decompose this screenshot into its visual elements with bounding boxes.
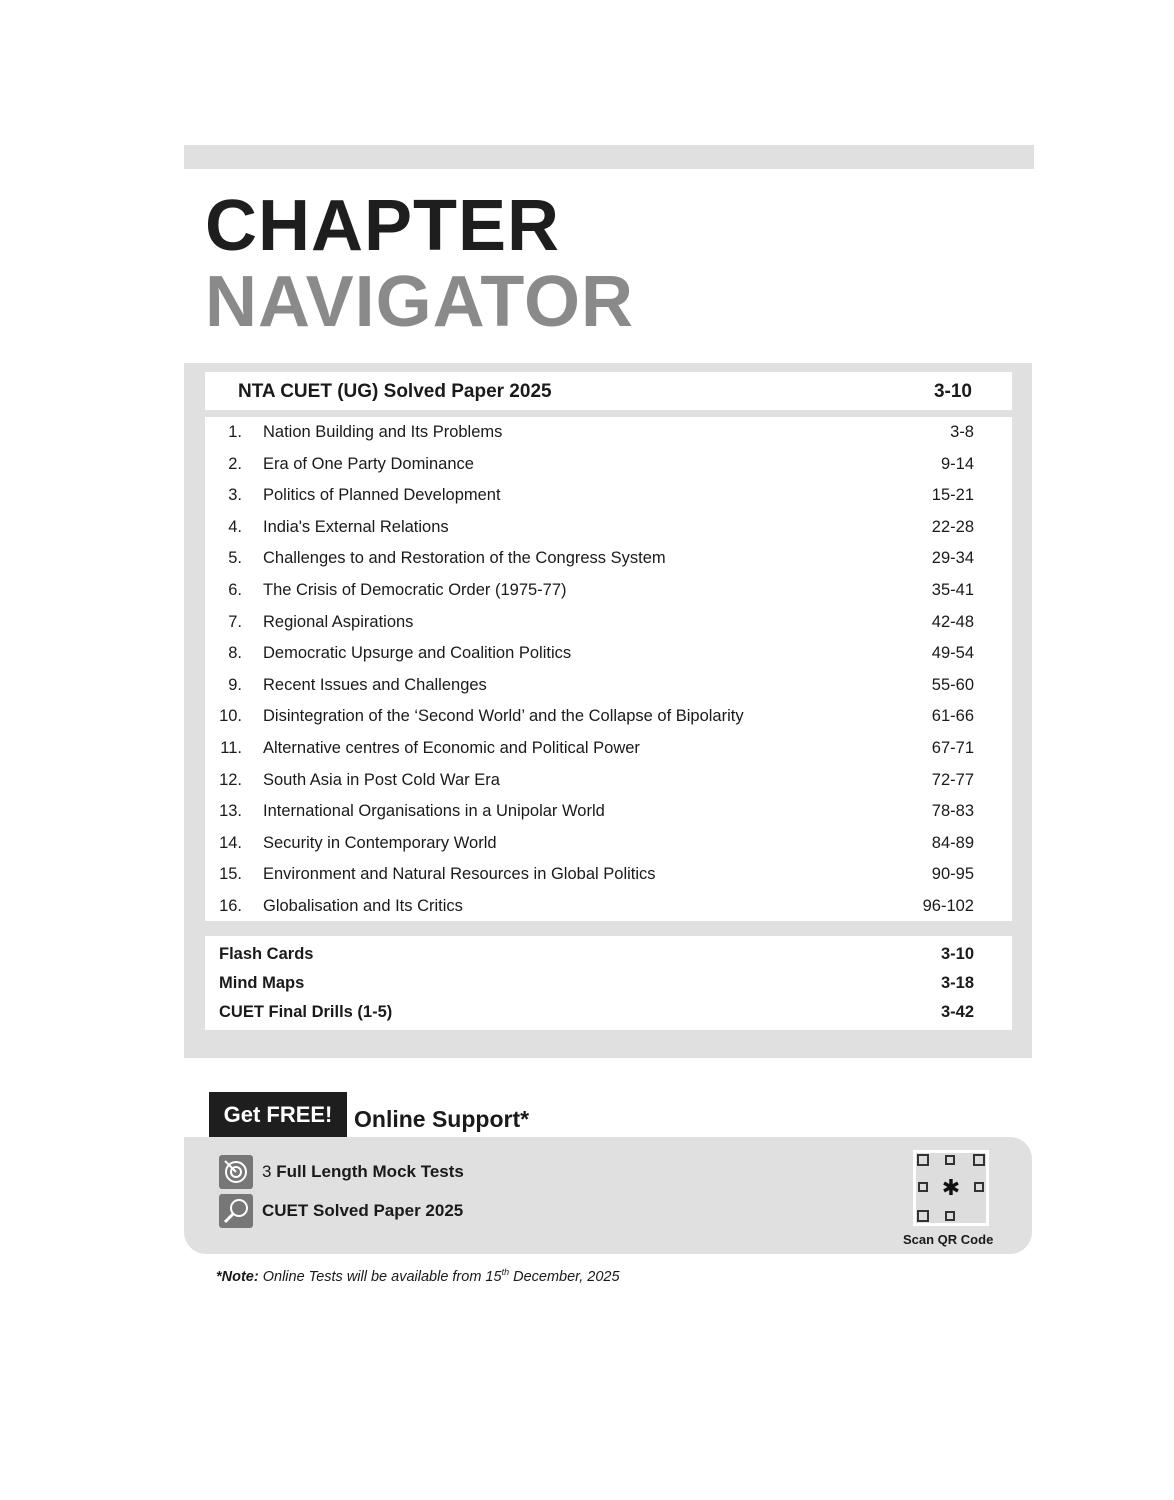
extra-row <box>219 998 974 1027</box>
title-navigator: NAVIGATOR <box>205 262 635 342</box>
get-free-badge: Get FREE! <box>209 1092 347 1137</box>
chapter-title: The Crisis of Democratic Order (1975-77) <box>263 581 567 599</box>
chapter-row <box>205 670 1012 701</box>
chapter-title: India's External Relations <box>263 517 449 536</box>
chapter-title: Regional Aspirations <box>263 612 414 631</box>
chapter-pages: 61-66 <box>931 707 974 726</box>
chapter-number: 4. <box>228 517 242 536</box>
chapter-row <box>205 701 1012 732</box>
chapter-list <box>205 417 1012 921</box>
chapter-number: 8. <box>228 644 242 663</box>
support-item: CUET Solved Paper 2025 <box>219 1194 463 1228</box>
chapter-row <box>205 543 1012 574</box>
chapter-number: 7. <box>228 612 242 631</box>
chapter-number: 11. <box>220 739 242 757</box>
chapter-number: 16. <box>219 897 242 915</box>
online-support-heading: Online Support* <box>354 1106 530 1132</box>
chapter-row <box>205 796 1012 827</box>
extra-row <box>219 969 974 998</box>
chapter-pages: 42-48 <box>931 612 974 631</box>
extras-list <box>205 936 1012 1030</box>
note: *Note: Online Tests will be available from 15th December, 2025 <box>216 1267 620 1285</box>
chapter-title: Nation Building and Its Problems <box>263 423 503 441</box>
scan-qr-label: Scan QR Code <box>903 1232 994 1247</box>
chapter-number: 12. <box>219 770 242 789</box>
online-support-box <box>184 1137 1032 1254</box>
target-icon <box>219 1155 253 1189</box>
chapter-row <box>205 575 1012 606</box>
chapter-pages: 15-21 <box>931 486 974 505</box>
magnifier-icon <box>219 1194 253 1228</box>
chapter-pages: 35-41 <box>931 581 974 599</box>
chapter-row <box>205 891 1012 922</box>
extra-title: Flash Cards <box>219 945 314 963</box>
chapter-number: 1. <box>228 423 242 441</box>
support-item: 3 Full Length Mock Tests <box>219 1155 464 1189</box>
extra-title: Mind Maps <box>219 974 305 992</box>
chapter-row <box>205 733 1012 764</box>
qr-code[interactable] <box>913 1150 989 1226</box>
chapter-pages: 3-8 <box>950 423 974 441</box>
solved-paper-row <box>205 372 1012 410</box>
chapter-pages: 22-28 <box>931 517 974 536</box>
chapter-number: 15. <box>219 865 242 884</box>
chapter-pages: 9-14 <box>940 454 974 473</box>
chapter-number: 3. <box>228 486 242 505</box>
chapter-title: Alternative centres of Economic and Political Power <box>263 739 640 757</box>
extra-row <box>219 940 974 969</box>
chapter-title: Politics of Planned Development <box>263 486 501 505</box>
chapter-pages: 29-34 <box>931 549 974 568</box>
chapter-row <box>205 765 1012 796</box>
chapter-number: 6. <box>228 581 242 599</box>
chapter-row <box>205 449 1012 480</box>
extra-pages: 3-42 <box>940 1003 974 1021</box>
extra-title: CUET Final Drills (1-5) <box>219 1003 393 1021</box>
contents-panel <box>184 363 1032 1058</box>
chapter-pages: 67-71 <box>931 739 974 757</box>
chapter-row <box>205 417 1012 448</box>
title-chapter: CHAPTER <box>205 186 561 266</box>
chapter-title: Environment and Natural Resources in Global Politics <box>263 865 656 884</box>
chapter-pages: 84-89 <box>931 833 974 852</box>
extra-pages: 3-18 <box>940 974 974 992</box>
chapter-row <box>205 480 1012 511</box>
chapter-row <box>205 859 1012 890</box>
chapter-number: 2. <box>228 454 242 473</box>
chapter-title: Democratic Upsurge and Coalition Politics <box>263 644 572 663</box>
chapter-pages: 49-54 <box>931 644 974 663</box>
svg-text:✱: ✱ <box>941 1175 961 1200</box>
chapter-pages: 72-77 <box>931 770 974 789</box>
chapter-pages: 55-60 <box>931 675 974 694</box>
chapter-number: 13. <box>219 802 242 821</box>
chapter-pages: 96-102 <box>922 897 974 915</box>
chapter-row <box>205 512 1012 543</box>
chapter-pages: 90-95 <box>931 865 974 884</box>
solved-paper-pages: 3-10 <box>933 381 972 402</box>
chapter-title: Globalisation and Its Critics <box>263 897 463 915</box>
qr-code-icon <box>913 1150 989 1226</box>
chapter-number: 5. <box>228 549 242 568</box>
chapter-row <box>205 607 1012 638</box>
chapter-number: 9. <box>228 675 242 694</box>
chapter-title: Disintegration of the ‘Second World’ and the Collapse of Bipolarity <box>263 707 744 726</box>
chapter-number: 14. <box>219 833 242 852</box>
chapter-title: Security in Contemporary World <box>263 833 497 852</box>
chapter-title: International Organisations in a Unipolar World <box>263 802 605 821</box>
top-bar <box>184 145 1034 169</box>
extra-pages: 3-10 <box>940 945 974 963</box>
chapter-title: Challenges to and Restoration of the Congress System <box>263 549 666 568</box>
chapter-title: Era of One Party Dominance <box>263 454 474 473</box>
chapter-title: Recent Issues and Challenges <box>263 675 487 694</box>
chapter-pages: 78-83 <box>931 802 974 821</box>
solved-paper-title: NTA CUET (UG) Solved Paper 2025 <box>238 381 552 402</box>
chapter-row <box>205 828 1012 859</box>
chapter-number: 10. <box>219 707 242 726</box>
chapter-row <box>205 638 1012 669</box>
chapter-title: South Asia in Post Cold War Era <box>263 770 500 789</box>
